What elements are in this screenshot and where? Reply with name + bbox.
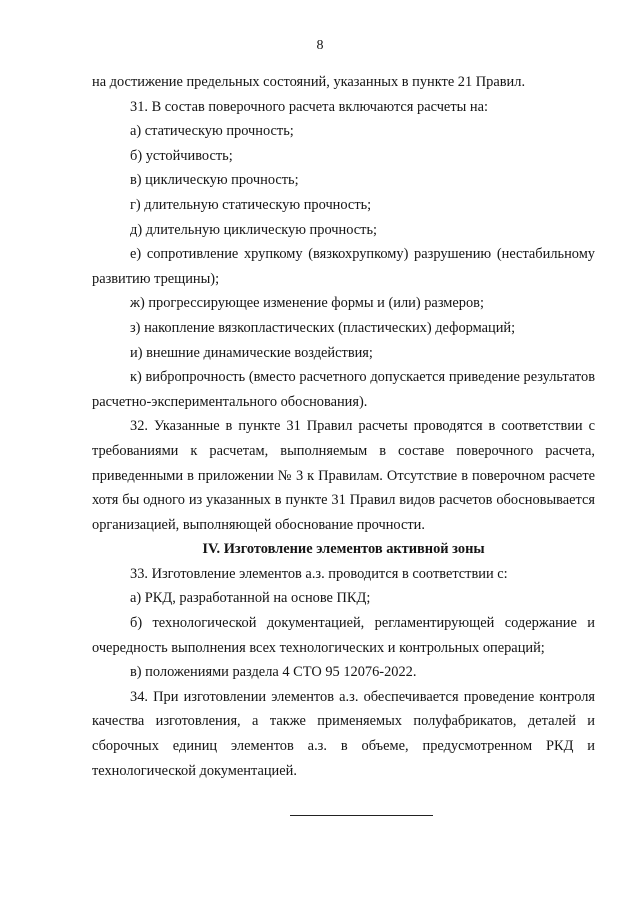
- list-item-33v: в) положениями раздела 4 СТО 95 12076-2022.: [130, 664, 417, 681]
- document-body: [92, 70, 595, 783]
- section-heading: IV. Изготовление элементов активной зоны: [202, 541, 485, 558]
- list-item-v: в) циклическую прочность;: [130, 172, 299, 189]
- list-item-i: и) внешние динамические воздействия;: [130, 344, 373, 361]
- closing-divider-line: [290, 815, 433, 816]
- list-item-b: б) устойчивость;: [130, 147, 233, 164]
- paragraph-33: 33. Изготовление элементов а.з. проводится в соответствии с:: [130, 565, 508, 582]
- list-item-k: к) вибропрочность (вместо расчетного допускается приведение результатов расчетно-экспериментального обоснования).: [92, 369, 595, 410]
- list-item-33a: а) РКД, разработанной на основе ПКД;: [130, 590, 371, 607]
- list-item-g: г) длительную статическую прочность;: [130, 196, 372, 213]
- paragraph-continuation: на достижение предельных состояний, указанных в пункте 21 Правил.: [92, 74, 526, 90]
- list-item-z: з) накопление вязкопластических (пластических) деформаций;: [130, 319, 516, 336]
- list-item-33b: б) технологической документацией, регламентирующей содержание и очередность выполнения всех технологических и контрольных операций;: [92, 615, 595, 656]
- page-number: 8: [316, 38, 324, 53]
- list-item-d: д) длительную циклическую прочность;: [130, 221, 378, 238]
- list-item-a: а) статическую прочность;: [130, 123, 294, 140]
- paragraph-32: 32. Указанные в пункте 31 Правил расчеты проводятся в соответствии с требованиями к расчетам, выполняемым в составе поверочного расчета, приведенными в приложении № 3 к Правилам. Отсутствие в поверочном расчете хотя бы одного из указанных в пункте 31 Правил видов расчетов обосновывается организацией, выполняющей обоснование прочности.: [92, 418, 595, 533]
- list-item-e: е) сопротивление хрупкому (вязкохрупкому) разрушению (нестабильному развитию трещины);: [92, 246, 595, 287]
- list-item-zh: ж) прогрессирующее изменение формы и (или) размеров;: [130, 295, 484, 312]
- paragraph-34: 34. При изготовлении элементов а.з. обеспечивается проведение контроля качества изготовления, а также применяемых полуфабрикатов, деталей и сборочных единиц элементов а.з. в объеме, предусмотренном РКД и технологической документацией.: [92, 688, 595, 779]
- paragraph-31: 31. В состав поверочного расчета включаются расчеты на:: [130, 98, 488, 115]
